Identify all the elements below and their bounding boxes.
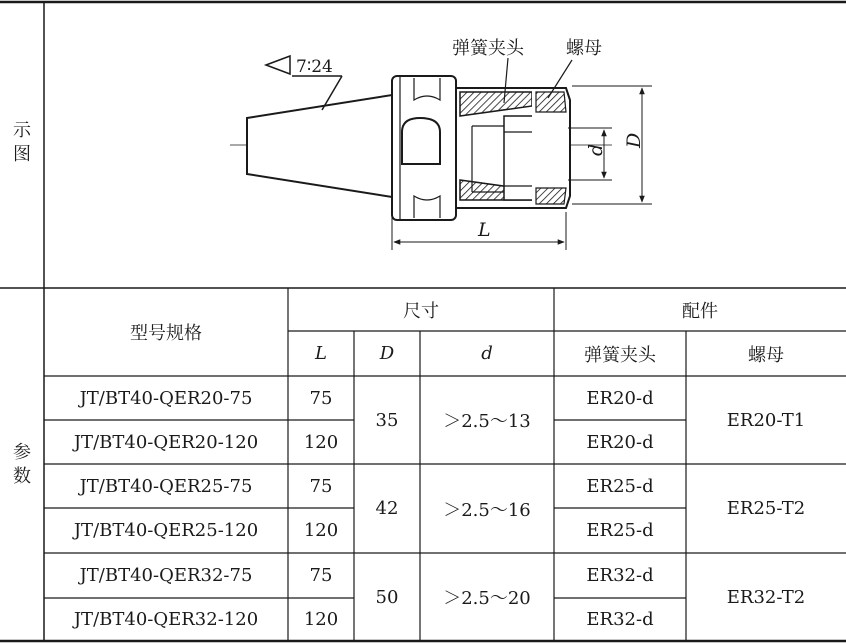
cell-model: JT/BT40-QER25-120 bbox=[73, 520, 259, 541]
group-d-range: ＞2.5～20 bbox=[443, 588, 531, 609]
taper-shank bbox=[247, 95, 392, 197]
group-D: 35 bbox=[375, 409, 399, 431]
dim-D-label: D bbox=[623, 132, 645, 148]
header-d: d bbox=[481, 343, 493, 364]
taper-ratio: 7∶24 bbox=[296, 57, 333, 77]
header-collet: 弹簧夹头 bbox=[584, 344, 656, 366]
cell-model: JT/BT40-QER20-120 bbox=[73, 431, 259, 453]
group-D: 42 bbox=[375, 498, 399, 519]
dim-d-label: d bbox=[585, 143, 607, 156]
group-d-range: ＞2.5～16 bbox=[443, 499, 531, 521]
group-D: 50 bbox=[375, 586, 399, 608]
params-label-char-1: 参 bbox=[13, 442, 31, 463]
group-d-range: ＞2.5～13 bbox=[443, 411, 531, 432]
diagram-label-char-2: 图 bbox=[13, 144, 31, 165]
header-parts: 配件 bbox=[682, 300, 718, 322]
group-nut: ER20-T1 bbox=[726, 409, 806, 431]
cell-model: JT/BT40-QER20-75 bbox=[79, 387, 253, 409]
header-L: L bbox=[315, 343, 327, 364]
cell-model: JT/BT40-QER32-120 bbox=[73, 609, 259, 630]
header-size: 尺寸 bbox=[403, 300, 439, 322]
group-nut: ER25-T2 bbox=[726, 498, 806, 519]
header-model: 型号规格 bbox=[130, 323, 202, 344]
cell-L: 120 bbox=[303, 609, 339, 630]
cell-collet: ER25-d bbox=[586, 520, 654, 541]
taper-symbol bbox=[266, 56, 290, 74]
nut-callout: 螺母 bbox=[566, 38, 602, 59]
cell-L: 75 bbox=[309, 475, 333, 497]
tool-holder-drawing bbox=[0, 0, 846, 288]
params-section-label bbox=[8, 441, 36, 489]
dim-L-label: L bbox=[478, 219, 491, 241]
cell-collet: ER20-d bbox=[586, 387, 654, 409]
cell-model: JT/BT40-QER25-75 bbox=[79, 475, 253, 497]
cell-L: 120 bbox=[303, 431, 339, 453]
drive-key bbox=[402, 118, 440, 164]
cell-model: JT/BT40-QER32-75 bbox=[79, 565, 253, 586]
cell-collet: ER32-d bbox=[586, 565, 654, 586]
collet-callout: 弹簧夹头 bbox=[452, 38, 524, 59]
header-nut: 螺母 bbox=[748, 344, 784, 366]
params-label-char-2: 数 bbox=[13, 466, 31, 487]
group-nut: ER32-T2 bbox=[726, 586, 806, 608]
diagram-label-char-1: 示 bbox=[13, 120, 31, 141]
cell-L: 75 bbox=[309, 565, 333, 586]
cell-L: 75 bbox=[309, 387, 333, 409]
header-D: D bbox=[379, 343, 395, 364]
cell-collet: ER25-d bbox=[586, 475, 654, 497]
cell-collet: ER20-d bbox=[586, 431, 654, 453]
cell-collet: ER32-d bbox=[586, 609, 654, 630]
cell-L: 120 bbox=[303, 520, 339, 541]
